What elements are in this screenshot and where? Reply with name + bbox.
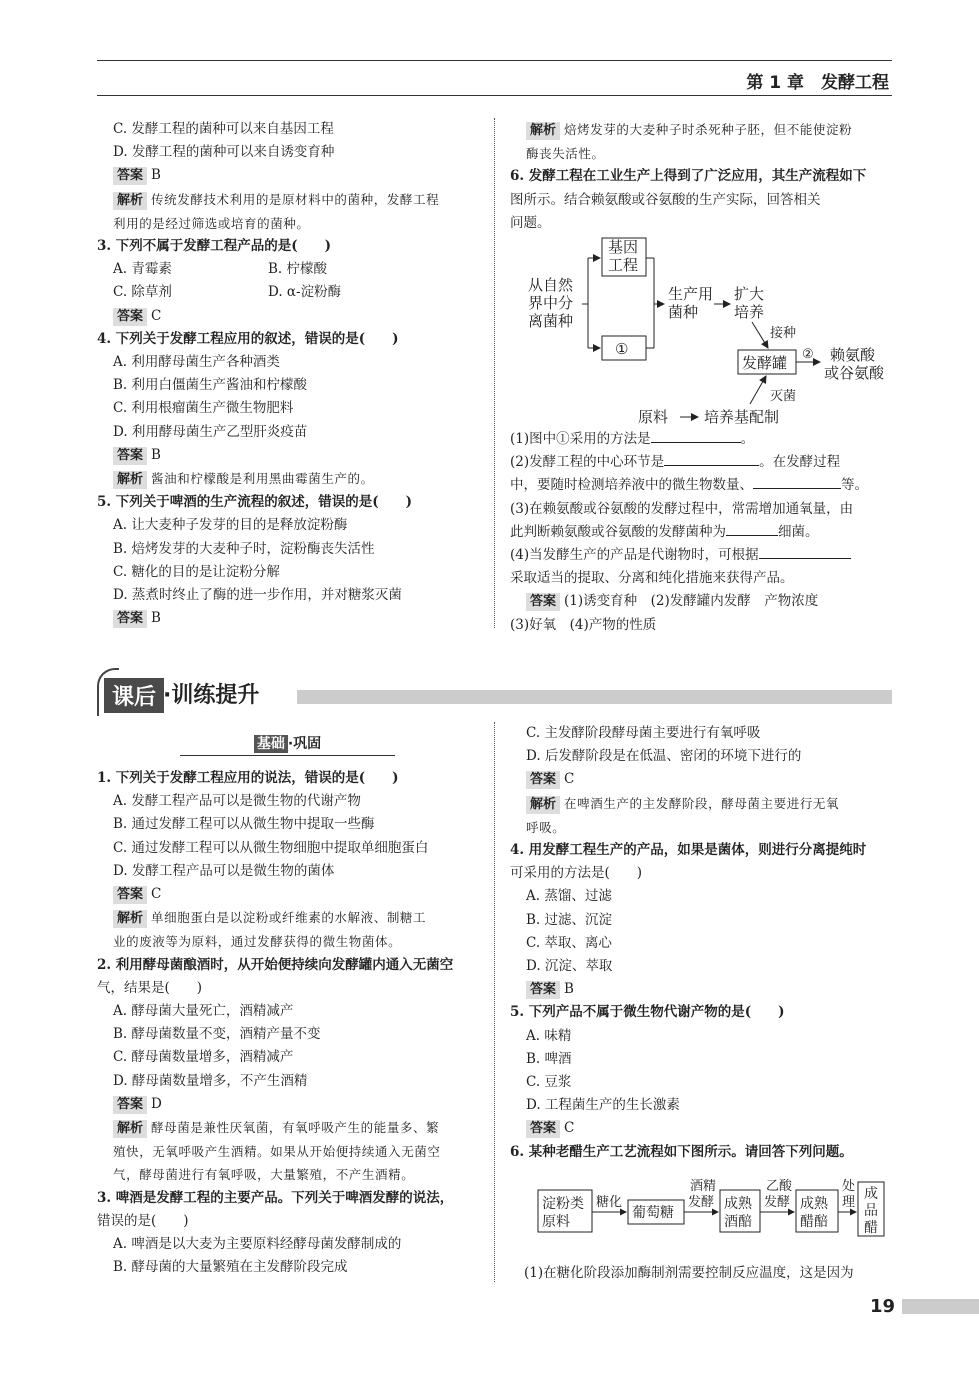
final-line1: 成 <box>864 1186 878 1202</box>
answer-text: C <box>151 307 162 324</box>
explanation-tag: 解析 <box>113 910 147 928</box>
explanation-text: 酶丧失活性。 <box>526 146 605 162</box>
last-line <box>524 1262 854 1285</box>
wine-line2: 酒醅 <box>724 1214 752 1230</box>
option-item: D. 后发酵阶段是在低温、密闭的环境下进行的 <box>526 748 802 765</box>
source-line1: 从自然 <box>528 276 574 294</box>
answer-blank <box>664 465 759 466</box>
explanation-tag: 解析 <box>526 796 560 814</box>
answer-blank <box>726 535 778 536</box>
option-item: A. 味精 <box>526 1027 572 1044</box>
answer-tag: 答案 <box>526 981 560 999</box>
answer-text: B <box>151 610 161 627</box>
fill-blank-line <box>510 428 895 451</box>
option-item: C. 发酵工程的菌种可以来自基因工程 <box>113 121 334 137</box>
question-stem: 4. 用发酵工程生产的产品，如果是菌体，则进行分离提纯时 <box>510 842 867 859</box>
header-rule-bottom <box>97 95 892 96</box>
answer-tag: 答案 <box>113 886 147 904</box>
section-title: ·训练提升 <box>163 683 260 708</box>
option-item: B. 利用白僵菌生产酱油和柠檬酸 <box>113 377 308 394</box>
option-row <box>97 258 487 281</box>
raw-label: 原料 <box>638 408 669 426</box>
answer-text: C <box>564 1120 575 1137</box>
steril-label: 灭菌 <box>770 389 797 404</box>
text-before-blank: (4)当发酵生产的产品是代谢物时，可根据 <box>510 547 759 564</box>
product-line1: 赖氨酸 <box>830 346 876 364</box>
proc-line1: 处 <box>842 1179 856 1194</box>
explanation-line <box>510 792 895 816</box>
explanation-line <box>97 467 487 491</box>
explanation-text: 单细胞蛋白是以淀粉或纤维素的水解液、制糖工 <box>151 910 427 926</box>
option-item: D. 工程菌生产的生长激素 <box>526 1097 680 1114</box>
answer-line <box>97 305 487 328</box>
column-divider-top <box>494 118 495 628</box>
option-item: A. 蒸馏、过滤 <box>526 888 612 905</box>
raw-line1: 淀粉类 <box>542 1196 584 1212</box>
prod-line1: 生产用 <box>668 285 714 303</box>
explanation-text: 殖快，无氧呼吸产生酒精。如果从开始便持续通入无菌空 <box>113 1144 441 1160</box>
text-line: 错误的是( ) <box>97 1212 189 1229</box>
option-item: A. 发酵工程产品可以是微生物的代谢产物 <box>113 793 361 810</box>
column-divider-bottom <box>494 722 495 1282</box>
vin-line1: 成熟 <box>800 1196 828 1212</box>
source-line3: 离菌种 <box>528 312 574 330</box>
answer-text: B <box>151 446 161 463</box>
chapter-title: 第 1 章 发酵工程 <box>746 73 889 93</box>
fill-blank-line <box>510 451 895 474</box>
text-before-blank: 此判断赖氨酸或谷氨酸的发酵菌种为 <box>510 523 726 540</box>
explanation-text: 气，酵母菌进行有氧呼吸，大量繁殖，不产生酒精。 <box>113 1167 415 1183</box>
section-header <box>97 668 892 718</box>
answer-line <box>510 768 895 791</box>
expand-line2: 培养 <box>734 303 765 321</box>
vinegar-flow-diagram <box>536 1176 888 1240</box>
option-item: B. 酵母菌的大量繁殖在主发酵阶段完成 <box>113 1259 348 1276</box>
bottom-right-column <box>510 722 895 1164</box>
option-row <box>97 281 487 304</box>
final-line3: 醋 <box>864 1220 878 1236</box>
answer-tag: 答案 <box>526 593 560 611</box>
option-item: D. 利用酵母菌生产乙型肝炎疫苗 <box>113 423 308 440</box>
product-line2: 或谷氨酸 <box>824 364 885 382</box>
explanation-text: 焙烤发芽的大麦种子时杀死种子胚，但不能使淀粉 <box>564 122 853 137</box>
text-after-blank: 细菌。 <box>778 523 819 540</box>
option-item: D. 发酵工程产品可以是微生物的菌体 <box>113 862 335 879</box>
explanation-text: 传统发酵技术利用的是原材料中的菌种，发酵工程 <box>151 191 440 207</box>
text-line: 可采用的方法是( ) <box>510 865 643 882</box>
option-item: B. 通过发酵工程可以从微生物中提取一些酶 <box>113 816 375 833</box>
subsection-rule <box>180 755 395 756</box>
answer-blank <box>759 558 851 559</box>
question-stem: 1. 下列关于发酵工程应用的说法，错误的是( ) <box>97 770 399 786</box>
top-right-column-intro <box>510 118 895 235</box>
text-after-blank: 。在发酵过程 <box>759 454 841 471</box>
explanation-tag: 解析 <box>113 471 147 489</box>
option-item: B. 酵母菌数量不变，酒精产量不变 <box>113 1026 321 1043</box>
answer-tag: 答案 <box>113 610 147 628</box>
question-stem: 4. 下列关于发酵工程应用的叙述，错误的是( ) <box>97 330 399 347</box>
option-item: C. 利用根瘤菌生产微生物肥料 <box>113 400 294 417</box>
explanation-line <box>97 1116 487 1140</box>
answer-tag: 答案 <box>113 167 147 185</box>
option-item: A. 青霉素 <box>113 261 172 278</box>
answer-tag: 答案 <box>526 1120 560 1138</box>
explanation-line <box>97 188 487 212</box>
subsection-box: 基础 <box>254 735 288 753</box>
inoc-label: 接种 <box>770 326 797 341</box>
answer-tag: 答案 <box>113 447 147 465</box>
question-stem: 5. 下列关于啤酒的生产流程的叙述，错误的是( ) <box>97 494 413 511</box>
acet-line2: 发酵 <box>764 1195 791 1210</box>
bottom-left-column <box>97 767 487 1279</box>
answer-tag: 答案 <box>113 1096 147 1114</box>
explanation-text: 酵母菌是兼性厌氧菌，有氧呼吸产生的能量多、繁 <box>151 1120 440 1136</box>
top-left-column <box>97 118 487 630</box>
answer-text: B <box>151 167 161 184</box>
vin-line2: 醋醅 <box>800 1214 828 1230</box>
proc-line2: 理 <box>842 1195 856 1210</box>
option-item: C. 萃取、离心 <box>526 934 612 951</box>
section-bar <box>297 690 892 704</box>
page-number: 19 <box>870 1296 896 1317</box>
final-line2: 品 <box>864 1203 878 1219</box>
question-text: (1)在糖化阶段添加酶制剂需要控制反应温度，这是因为 <box>524 1265 854 1281</box>
top-right-column-questions <box>510 428 895 637</box>
answer-text: C <box>564 771 575 788</box>
explanation-text: 利用的是经过筛选或培育的菌种。 <box>113 215 310 231</box>
option-item: A. 酵母菌大量死亡，酒精减产 <box>113 1003 294 1020</box>
answer-line <box>510 590 895 613</box>
explanation-tag: 解析 <box>526 122 560 140</box>
expand-line1: 扩大 <box>734 285 765 303</box>
answer-line <box>97 607 487 630</box>
answer-line <box>97 164 487 187</box>
glucose-label: 葡萄糖 <box>632 1205 674 1221</box>
answer-tag: 答案 <box>526 771 560 789</box>
answer-blank <box>651 442 741 443</box>
question-stem: 6. 发酵工程在工业生产上得到了广泛应用，其生产流程如下 <box>510 168 867 185</box>
option-item: C. 通过发酵工程可以从微生物细胞中提取单细胞蛋白 <box>113 839 429 856</box>
explanation-line <box>510 118 895 142</box>
fermentation-flow-diagram <box>520 234 900 430</box>
text-line: 图所示。结合赖氨酸或谷氨酸的生产实际，回答相关 <box>510 191 821 208</box>
option-item: C. 酵母菌数量增多，酒精减产 <box>113 1049 294 1066</box>
option-item: A. 啤酒是以大麦为主要原料经酵母菌发酵制成的 <box>113 1236 402 1253</box>
page-number-bar <box>902 1299 979 1314</box>
text-line: 问题。 <box>510 214 551 231</box>
text-after-blank: 等。 <box>841 477 868 494</box>
option-item: D. α-淀粉酶 <box>268 284 342 301</box>
explanation-text: 酱油和柠檬酸是利用黑曲霉菌生产的。 <box>151 471 374 487</box>
text-line: 气，结果是( ) <box>97 979 203 996</box>
circle-1: ① <box>615 340 629 358</box>
answer-blank <box>753 488 841 489</box>
explanation-text: 业的废液等为原料，通过发酵获得的微生物菌体。 <box>113 934 402 950</box>
answer-text: (1)诱变育种 (2)发酵罐内发酵 产物浓度 <box>564 593 819 610</box>
gene-line2: 工程 <box>608 256 639 274</box>
tank-label: 发酵罐 <box>742 354 788 372</box>
acet-line1: 乙酸 <box>766 1179 793 1194</box>
option-item: C. 主发酵阶段酵母菌主要进行有氧呼吸 <box>526 725 761 741</box>
subsection-header <box>180 733 395 753</box>
option-item: D. 酵母菌数量增多，不产生酒精 <box>113 1072 308 1089</box>
answer-line <box>97 444 487 467</box>
question-stem: 6. 某种老醋生产工艺流程如下图所示。请回答下列问题。 <box>510 1143 853 1160</box>
sacch-label: 糖化 <box>596 1195 623 1210</box>
explanation-line <box>97 906 487 930</box>
wine-line1: 成熟 <box>724 1196 752 1212</box>
answer-line <box>510 1117 895 1140</box>
question-stem: 3. 啤酒是发酵工程的主要产品。下列关于啤酒发酵的说法， <box>97 1189 454 1206</box>
alc-line2: 发酵 <box>688 1195 715 1210</box>
option-item: D. 发酵工程的菌种可以来自诱变育种 <box>113 144 335 161</box>
text-line: (3)在赖氨酸或谷氨酸的发酵过程中，常需增加通氧量，由 <box>510 500 854 517</box>
answer-text: C <box>151 886 162 903</box>
fill-blank-line <box>510 521 895 544</box>
answer-line <box>97 883 487 906</box>
option-item: D. 沉淀、萃取 <box>526 958 613 975</box>
text-before-blank: (1)图中①采用的方法是 <box>510 431 651 447</box>
explanation-text: 呼吸。 <box>526 819 566 835</box>
answer-line <box>510 978 895 1001</box>
prod-line2: 菌种 <box>668 303 699 321</box>
fill-blank-line <box>510 474 895 497</box>
source-line2: 界中分 <box>528 294 574 312</box>
circle-2: ② <box>802 347 814 362</box>
alc-line1: 酒精 <box>690 1179 717 1194</box>
question-stem: 5. 下列产品不属于微生物代谢产物的是( ) <box>510 1004 785 1021</box>
option-item: B. 柠檬酸 <box>268 261 328 278</box>
option-item: C. 糖化的目的是让淀粉分解 <box>113 563 280 580</box>
section-box: 课后 <box>104 678 164 713</box>
question-stem: 3. 下列不属于发酵工程产品的是( ) <box>97 238 332 255</box>
question-stem: 2. 利用酵母菌酿酒时，从开始便持续向发酵罐内通入无菌空 <box>97 956 454 973</box>
option-item: D. 蒸煮时终止了酶的进一步作用，并对糖浆灭菌 <box>113 587 402 604</box>
option-item: A. 让大麦种子发芽的目的是释放淀粉酶 <box>113 517 348 534</box>
option-item: C. 豆浆 <box>526 1074 572 1091</box>
explanation-tag: 解析 <box>113 1120 147 1138</box>
header-rule-top <box>97 60 892 61</box>
subsection-title: ·巩固 <box>287 736 322 752</box>
text-before-blank: 中，要随时检测培养液中的微生物数量、 <box>510 477 753 494</box>
explanation-text: 在啤酒生产的主发酵阶段，酵母菌主要进行无氧 <box>564 795 840 811</box>
option-item: B. 过滤、沉淀 <box>526 911 613 928</box>
option-item: B. 啤酒 <box>526 1050 572 1067</box>
answer-text: D <box>151 1095 162 1112</box>
gene-line1: 基因 <box>608 238 639 256</box>
raw-line2: 原料 <box>542 1214 570 1230</box>
option-item: A. 利用酵母菌生产各种酒类 <box>113 354 280 371</box>
text-line: 采取适当的提取、分离和纯化措施来获得产品。 <box>510 570 794 587</box>
explanation-tag: 解析 <box>113 192 147 210</box>
text-line: (3)好氧 (4)产物的性质 <box>510 616 657 633</box>
answer-tag: 答案 <box>113 308 147 326</box>
option-item: C. 除草剂 <box>113 284 172 301</box>
text-after-blank: 。 <box>740 431 755 447</box>
text-before-blank: (2)发酵工程的中心环节是 <box>510 454 665 471</box>
fill-blank-line <box>510 544 895 567</box>
answer-line <box>97 1093 487 1116</box>
medium-label: 培养基配制 <box>704 408 780 426</box>
option-item: B. 焙烤发芽的大麦种子时，淀粉酶丧失活性 <box>113 540 375 557</box>
answer-text: B <box>564 981 574 998</box>
